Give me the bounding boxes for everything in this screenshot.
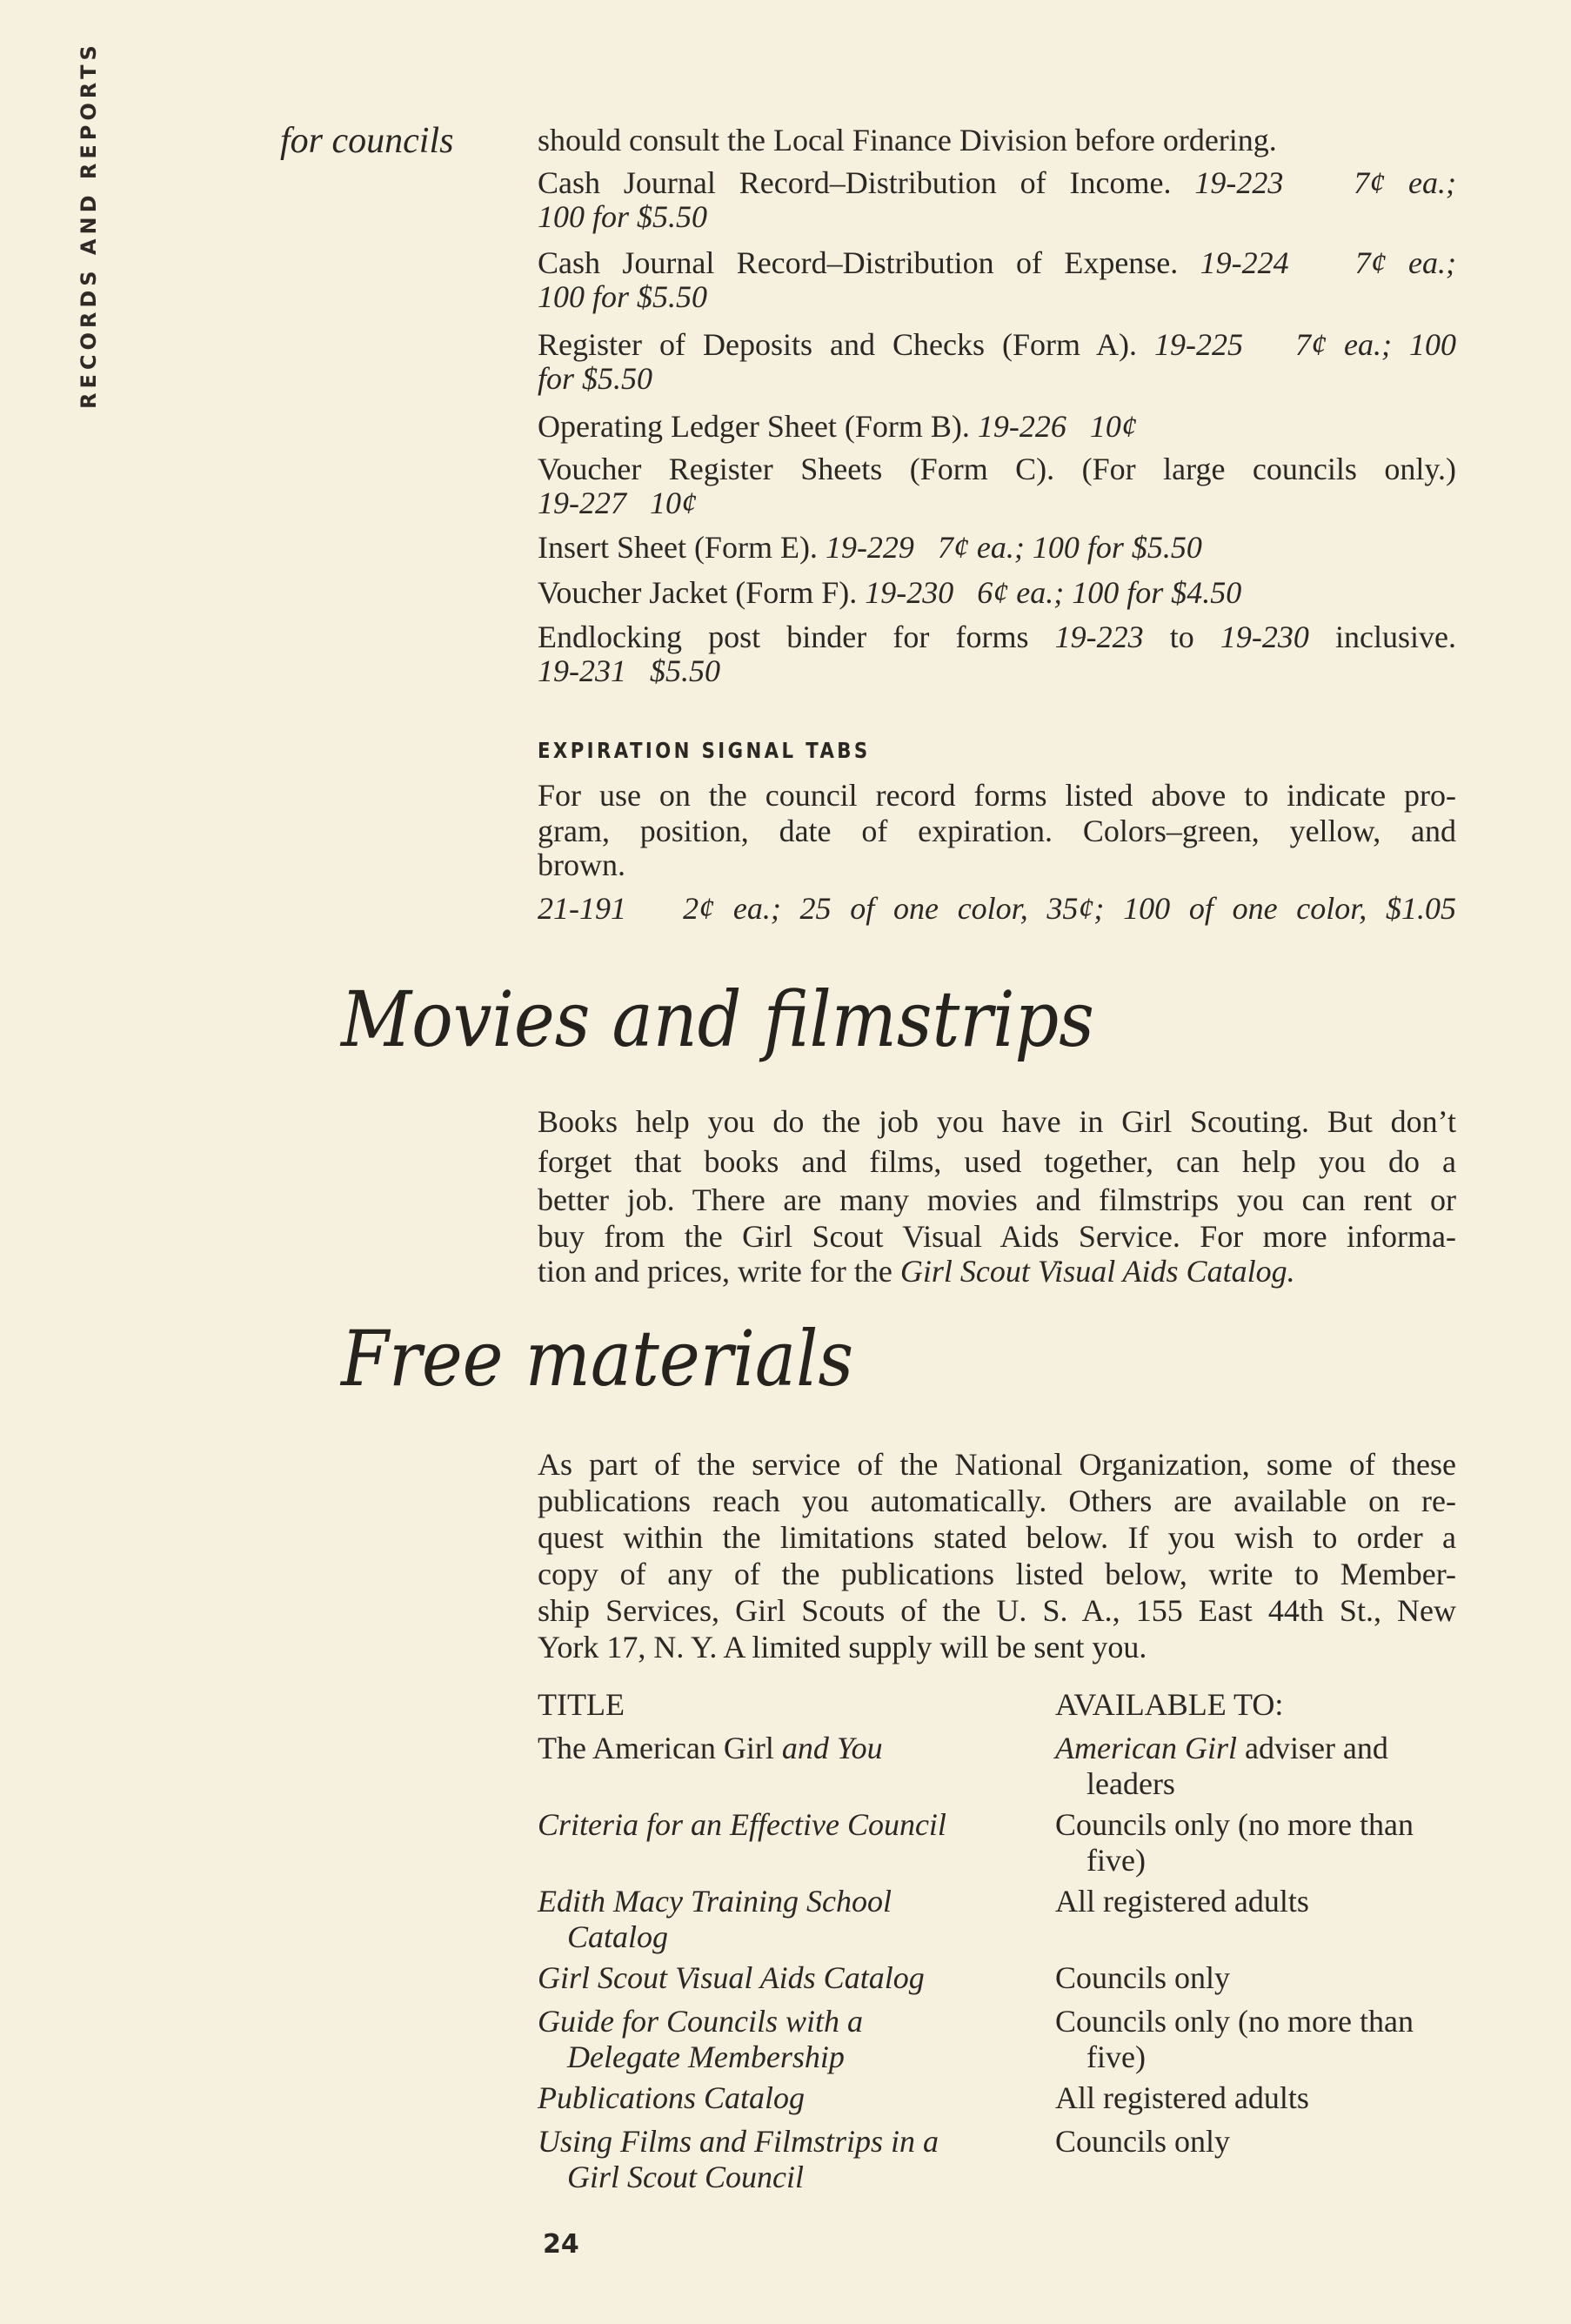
text-run: Councils only (no more than <box>1055 2004 1414 2039</box>
text-run: Cash Journal Record–Distribution of Expense. <box>538 245 1200 280</box>
text-line <box>538 326 1456 363</box>
text-line <box>538 1182 1456 1218</box>
text-run: five) <box>1086 2039 1146 2074</box>
text-line <box>538 890 1456 927</box>
text-line <box>538 1519 1456 1556</box>
text-run: gram, position, date of expiration. Colors–green, yellow, and <box>538 814 1456 848</box>
text-line <box>538 653 1456 689</box>
text-run: Insert Sheet (Form E). <box>538 530 826 565</box>
text-line <box>538 408 1456 445</box>
text-run: Councils only (no more than <box>1055 1807 1414 1842</box>
text-line <box>538 1143 1456 1180</box>
text-run: quest within the limitations stated below. If you wish to order a <box>538 1520 1456 1555</box>
availability <box>1055 2080 1309 2116</box>
column-header-title: TITLE <box>538 1687 625 1722</box>
text-run: and You <box>781 1731 883 1765</box>
text-line <box>538 278 1456 315</box>
text-run: Books help you do the job you have in Girl Scouting. But don’t <box>538 1104 1456 1139</box>
text-run: 19-230 6¢ ea.; 100 for $4.50 <box>865 575 1242 610</box>
text-run: 19-231 $5.50 <box>538 653 720 688</box>
text-line <box>538 1218 1456 1255</box>
text-line <box>538 619 1456 655</box>
text-run: 19-227 10¢ <box>538 486 697 520</box>
availability <box>1055 1730 1388 1766</box>
text-run: Councils only <box>1055 1960 1231 1995</box>
movies-heading: Movies and filmstrips <box>341 974 1094 1064</box>
publication-title <box>538 1883 892 1919</box>
text-run: Using Films and Filmstrips in a <box>538 2124 939 2159</box>
availability <box>1086 1765 1175 1802</box>
text-line <box>538 164 1456 201</box>
text-line <box>538 1592 1456 1629</box>
text-line <box>538 451 1456 487</box>
text-run: Catalog <box>567 1919 669 1954</box>
text-run: Guide for Councils with a <box>538 2004 864 2039</box>
availability <box>1055 2123 1230 2160</box>
text-run: 19-226 10¢ <box>977 409 1137 444</box>
availability <box>1086 2039 1146 2075</box>
text-line <box>538 1253 1456 1289</box>
text-line <box>538 1446 1456 1483</box>
text-line <box>538 1556 1456 1592</box>
text-line <box>538 1629 1456 1665</box>
text-run: Councils only <box>1055 2124 1231 2159</box>
text-run: Register of Deposits and Checks (Form A). <box>538 327 1154 362</box>
text-run: to <box>1143 620 1220 654</box>
text-run: ship Services, Girl Scouts of the U. S. A., 155 East 44th St., New <box>538 1593 1456 1628</box>
text-run: All registered adults <box>1055 2080 1309 2115</box>
publication-title <box>538 2123 939 2160</box>
availability <box>1055 1959 1230 1996</box>
text-run: leaders <box>1086 1766 1175 1801</box>
availability <box>1055 2003 1414 2039</box>
publication-title <box>567 2159 804 2195</box>
text-run: for $5.50 <box>538 361 653 396</box>
availability <box>1055 1883 1309 1919</box>
text-line <box>538 813 1456 849</box>
text-line <box>538 1103 1456 1140</box>
availability <box>1055 1806 1414 1843</box>
text-run: All registered adults <box>1055 1884 1309 1919</box>
text-line <box>538 574 1456 611</box>
for-councils-label: for councils <box>280 121 454 161</box>
sidebar-section-title: RECORDS AND REPORTS <box>77 41 101 409</box>
text-line <box>538 198 1456 235</box>
text-run: five) <box>1086 1843 1146 1878</box>
text-run: 19-229 7¢ ea.; 100 for $5.50 <box>825 530 1202 565</box>
text-run: York 17, N. Y. A limited supply will be sent you. <box>538 1630 1147 1664</box>
text-line <box>538 847 1456 883</box>
expiration-heading: EXPIRATION SIGNAL TABS <box>538 738 871 763</box>
text-line <box>538 244 1456 281</box>
text-run: copy of any of the publications listed below, write to Member- <box>538 1557 1456 1591</box>
text-line <box>538 529 1456 566</box>
text-run: Operating Ledger Sheet (Form B). <box>538 409 978 444</box>
text-run: Voucher Register Sheets (Form C). (For large councils only.) <box>538 452 1456 486</box>
text-run: As part of the service of the National Organization, some of these <box>538 1447 1456 1482</box>
text-run: 19-223 <box>1054 620 1144 654</box>
text-run: 100 for $5.50 <box>538 199 708 234</box>
text-run: For use on the council record forms listed above to indicate pro- <box>538 778 1456 813</box>
text-run: Publications Catalog <box>538 2080 806 2115</box>
text-line <box>538 1483 1456 1519</box>
publication-title <box>538 1806 946 1843</box>
text-run: tion and prices, write for the <box>538 1254 900 1289</box>
text-run: brown. <box>538 847 625 882</box>
text-run: Criteria for an Effective Council <box>538 1807 946 1842</box>
publication-title <box>567 2039 845 2075</box>
text-run: publications reach you automatically. Others are available on re- <box>538 1483 1456 1518</box>
text-run: 19-224 7¢ ea.; <box>1200 245 1456 280</box>
text-line <box>538 777 1456 814</box>
text-run: 19-223 7¢ ea.; <box>1194 165 1456 200</box>
text-run: better job. There are many movies and filmstrips you can rent or <box>538 1182 1456 1217</box>
text-run: The American Girl <box>538 1731 782 1765</box>
publication-title <box>538 2003 863 2039</box>
text-run: adviser and <box>1236 1731 1388 1765</box>
text-run: buy from the Girl Scout Visual Aids Service. For more informa- <box>538 1219 1456 1254</box>
text-run: 21-191 2¢ ea.; 25 of one color, 35¢; 100 of one color, $1.05 <box>538 891 1456 926</box>
text-run: Girl Scout Visual Aids Catalog. <box>899 1254 1295 1289</box>
publication-title <box>538 1730 883 1766</box>
page-number: 24 <box>543 2229 579 2260</box>
text-line <box>538 360 1456 397</box>
text-run: Edith Macy Training School <box>538 1884 892 1919</box>
publication-title <box>538 1959 925 1996</box>
text-line <box>538 485 1456 521</box>
text-run: 19-225 7¢ ea.; 100 <box>1153 327 1456 362</box>
text-run: American Girl <box>1055 1731 1237 1765</box>
text-line <box>538 122 1456 158</box>
text-run: 100 for $5.50 <box>538 279 708 314</box>
text-run: Girl Scout Council <box>567 2160 804 2194</box>
column-header-available: AVAILABLE TO: <box>1055 1687 1284 1722</box>
text-run: Voucher Jacket (Form F). <box>538 575 866 610</box>
availability <box>1086 1842 1146 1879</box>
text-run: Endlocking post binder for forms <box>538 620 1055 654</box>
text-run: 19-230 <box>1220 620 1309 654</box>
text-run: should consult the Local Finance Division before ordering. <box>538 123 1277 157</box>
text-run: inclusive. <box>1308 620 1456 654</box>
free-materials-heading: Free materials <box>341 1314 854 1403</box>
text-run: forget that books and films, used together, can help you do a <box>538 1144 1456 1179</box>
text-run: Cash Journal Record–Distribution of Income. <box>538 165 1195 200</box>
text-run: Girl Scout Visual Aids Catalog <box>538 1960 925 1995</box>
text-run: Delegate Membership <box>567 2039 845 2074</box>
publication-title <box>538 2080 805 2116</box>
publication-title <box>567 1919 668 1955</box>
